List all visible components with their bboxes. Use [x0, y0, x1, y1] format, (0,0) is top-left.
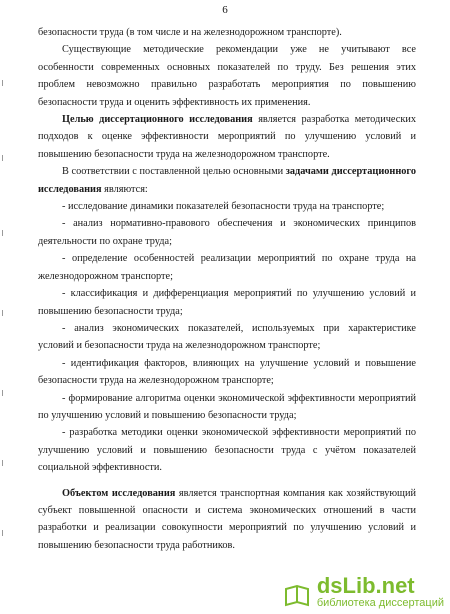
task-item: - формирование алгоритма оценки экономической эффективности мероприятий по улучшению условий и повышению безопасности труда; — [38, 392, 416, 421]
goal-heading: Целью диссертационного исследования — [62, 114, 253, 126]
task-item: - разработка методики оценки экономической эффективности мероприятий по улучшению условий и повышению безопасности труда с учётом показателей социальной эффективности. — [38, 427, 416, 474]
paragraph-tasks-intro — [38, 163, 416, 198]
dslib-watermark — [283, 575, 444, 610]
paragraph-problem: Существующие методические рекомендации уже не учитывают все особенности современных основных показателей по труду. Без решения этих проблем невозможно правильно разработать мероприятия по повышению безопасности труда и оценить эффективность их применения. — [38, 44, 416, 108]
paragraph-continuation: безопасности труда (в том числе и на железнодорожном транспорте). — [38, 27, 342, 38]
book-icon — [283, 582, 311, 610]
tasks-lead: В соответствии с поставленной целью основными — [62, 166, 286, 178]
paragraph-object — [38, 485, 416, 555]
task-item: - анализ нормативно-правового обеспечения и экономических принципов деятельности по охране труда; — [38, 218, 416, 247]
task-item: - анализ экономических показателей, используемых при характеристике условий и безопасности труда на железнодорожном транспорте; — [38, 322, 416, 352]
tasks-tail: являются: — [101, 183, 148, 195]
task-item: - исследование динамики показателей безопасности труда на транспорте; — [62, 201, 385, 213]
tasks-heading: задачами диссертационного исследования — [38, 166, 416, 195]
task-item: - идентификация факторов, влияющих на улучшение условий и повышение безопасности труда на железнодорожном транспорте; — [38, 357, 416, 387]
document-body — [38, 24, 416, 554]
task-item: - определение особенностей реализации мероприятий по охране труда на железнодорожном транспорте; — [38, 253, 416, 282]
task-item: - классификация и дифференциация мероприятий по улучшению условий и повышению безопасности труда; — [38, 288, 416, 317]
margin-scan-marks — [2, 60, 8, 600]
object-heading: Объектом исследования — [62, 487, 176, 499]
watermark-tagline: библиотека диссертаций — [316, 597, 444, 609]
object-text: является транспортная компания как хозяйствующий субъект повышенной опасности и система экономических отношений в части разработки и реализации совокупности мероприятий по улучшению условий и повышению безопасности труда работников. — [38, 487, 417, 551]
watermark-brand: dsLib.net — [316, 573, 415, 598]
goal-text: является разработка методических подходов к оценке эффективности мероприятий по улучшению условий и повышению безопасности труда на железнодорожном транспорте. — [38, 114, 416, 160]
paragraph-goal — [38, 111, 416, 163]
page-number: 6 — [222, 4, 228, 16]
